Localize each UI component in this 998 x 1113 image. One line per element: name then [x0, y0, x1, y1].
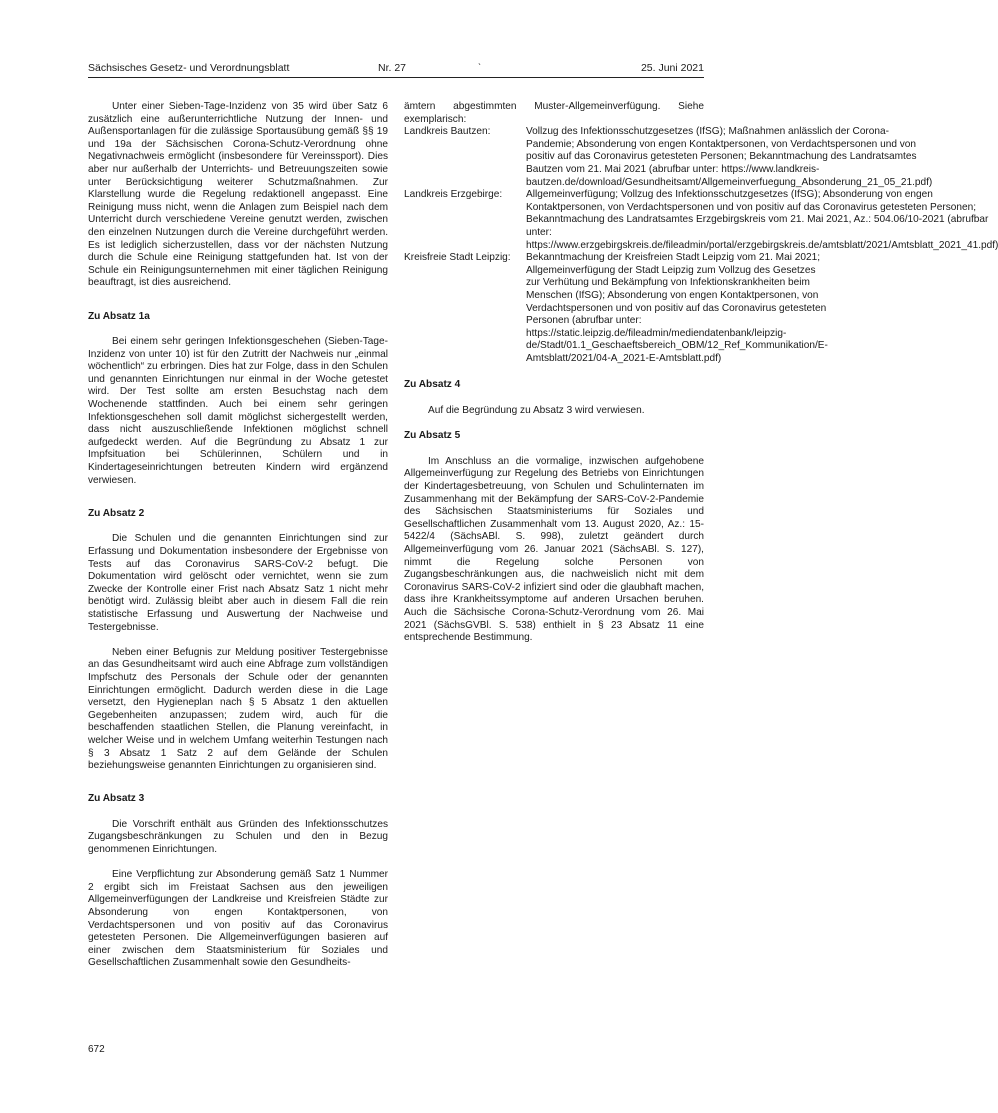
- header-mark: ˴: [478, 58, 481, 68]
- paragraph: Unter einer Sieben-Tage-Inzidenz von 35 wird über Satz 6 zusätzlich eine außerunterrichtliche Nutzung der Innen- und Außensportanlagen für die zulässige Sportausübung gemäß §§ 19 und 19a der Sächsischen Corona-Schutz-Verordnung ohne Negativnachweis ermöglicht (insbesondere für Vereinssport). Dies aber nur außerhalb der Unterrichts- und Betreuungszeiten sowie unter Berücksichtigung weiterer Schutzmaßnahmen. Zur Klarstellung wurde die Regelung redaktionell angepasst. Eine Reinigung muss nicht, wenn die Anlagen zum Beispiel nach dem Unterricht durch verschiedene Vereine genutzt werden, zwischen den einzelnen Nutzungen durch die Vereine durchgeführt werden. Es ist lediglich sicherzustellen, dass vor der nächsten Nutzung durch die Schule eine Reinigung stattgefunden hat. Ist von der Schule ein Reinigungsunternehmen mit einer täglichen Reinigung beauftragt, ist dies ausreichend.: [88, 101, 388, 289]
- list-item: [404, 189, 998, 252]
- paragraph: Auf die Begründung zu Absatz 3 wird verwiesen.: [428, 405, 645, 417]
- publication-title: Sächsisches Gesetz- und Verordnungsblatt: [88, 62, 290, 74]
- header-rule: [88, 77, 704, 78]
- section-heading-4: Zu Absatz 4: [404, 379, 461, 391]
- publication-date: 25. Juni 2021: [640, 62, 704, 74]
- entry-value: Vollzug des Infektionsschutzgesetzes (IfSG); Maßnahmen anlässlich der Corona-Pandemie; Absonderung von engen Kontaktpersonen, von Verdachtspersonen und von positiv auf das Coronavirus getesteten Personen; Bekanntmachung des Landratsamtes Bautzen vom 21. Mai 2021 (abrufbar unter: https://www.landkreis-bautzen.de/download/Gesundheitsamt/Allgemeinverfuegung_Absonderung_21_05_21.pdf): [526, 126, 933, 188]
- section-heading-3: Zu Absatz 3: [88, 793, 145, 805]
- list-item: [404, 126, 933, 189]
- paragraph: Im Anschluss an die vormalige, inzwischen aufgehobene Allgemeinverfügung zur Regelung des Betriebs von Einrichtungen der Kindertagesbetreuung, von Schulen und Schulinternaten im Zusammenhang mit der Bekämpfung der SARS-CoV-2-Pandemie des Sächsischen Staatsministeriums für Soziales und Gesellschaftlichen Zusammenhalt vom 13. August 2020, Az.: 15-5422/4 (SächsABl. S. 998), zuletzt geändert durch Allgemeinverfügung vom 26. Januar 2021 (SächsABl. S. 127), nimmt die Regelung solche Personen von Zugangsbeschränkungen aus, die nachweislich nicht mit dem Coronavirus SARS-CoV-2 infiziert sind oder die glaubhaft machen, dass ihre Krankheitssymptome auf anderen Ursachen beruhen. Auch die Sächsische Corona-Schutz-Verordnung vom 26. Mai 2021 (SächsGVBl. S. 538) enthielt in § 23 Absatz 11 eine entsprechende Bestimmung.: [404, 455, 704, 644]
- paragraph: Eine Verpflichtung zur Absonderung gemäß Satz 1 Nummer 2 ergibt sich im Freistaat Sachsen aus den jeweiligen Allgemeinverfügungen der Landkreise und Kreisfreien Städte zur Absonderung von engen Kontaktpersonen, von Verdachtspersonen und von positiv auf das Coronavirus getesteten Personen. Die Allgemeinverfügungen basieren auf einer zwischen dem Staatsministerium für Soziales und Gesellschaftlichen Zusammenhalt sowie den Gesundheits-: [88, 869, 388, 969]
- entry-value: Allgemeinverfügung; Vollzug des Infektionsschutzgesetzes (IfSG); Absonderung von engen Kontaktpersonen, von Verdachtspersonen und von positiv auf das Coronavirus getesteten Personen; Bekanntmachung des Landratsamtes Erzgebirgskreis vom 21. Mai 2021, Az.: 504.06/10-2021 (abrufbar unter: https://www.erzgebirgskreis.de/fileadmin/portal/erzgebirgskreis.de/amtsblatt/2021/Amtsblatt_2021_41.pdf): [526, 189, 998, 251]
- right-column: [404, 101, 998, 657]
- paragraph: Neben einer Befugnis zur Meldung positiver Testergebnisse an das Gesundheitsamt wird auch eine Abfrage zum vollständigen Impfschutz des Personals der Schule oder der genannten Einrichtungen ermöglicht. Dadurch werden diese in die Lage versetzt, den Hygieneplan nach § 5 Absatz 1 den aktuellen Gegebenheiten anzupassen; zudem wird, auch für die beschaffenden staatlichen Stellen, die Planung vereinfacht, in welcher Weise und in welchem Umfang weiterhin Testungen nach § 3 Absatz 1 Satz 2 auf dem Gelände der Schulen beziehungsweise genannten Einrichtungen zu organisieren sind.: [88, 646, 388, 772]
- paragraph: Die Vorschrift enthält aus Gründen des Infektionsschutzes Zugangsbeschränkungen zu Schulen und den in Bezug genommenen Einrichtungen.: [88, 818, 388, 856]
- paragraph: Bei einem sehr geringen Infektionsgeschehen (Sieben-Tage-Inzidenz von unter 10) ist für den Zutritt der Nachweis nur „einmal wöchentlich“ zu erbringen. Dies hat zur Folge, dass in den Schulen und genannten Einrichtungen nur einmal in der Woche getestet wird. Der Test sollte am ersten Besuchstag nach dem Wochenende stattfinden. Auch bei einem sehr geringen Infektionsgeschehen soll damit möglichst sichergestellt werden, dass nicht auszuschließende Infektionen möglichst schnell aufgedeckt werden. Auf die Begründung zu Absatz 1 zur Impfsituation bei Schülerinnen, Schülern und in Kindertageseinrichtungen betreuten Kindern wird ergänzend verwiesen.: [88, 336, 388, 486]
- left-column: [88, 101, 388, 983]
- paragraph: Die Schulen und die genannten Einrichtungen sind zur Erfassung und Dokumentation insbesondere der Ergebnisse von Tests auf das Coronavirus SARS-CoV-2 befugt. Die Dokumentation wird gelöscht oder vernichtet, wenn sie zum Zwecke der Kontrolle einer Frist nach Absatz Satz 1 nicht mehr benötigt wird. Zulässig bleibt aber auch in diesem Fall die rein statistische Erfassung und Auswertung der Nachweise und Testergebnisse.: [88, 533, 388, 633]
- page-number: 672: [88, 1044, 105, 1055]
- entry-key: Landkreis Erzgebirge:: [404, 189, 503, 201]
- issue-number: Nr. 27: [378, 62, 407, 74]
- section-heading-5: Zu Absatz 5: [404, 430, 461, 442]
- entry-key: Landkreis Bautzen:: [404, 126, 491, 138]
- section-heading-1a: Zu Absatz 1a: [88, 310, 150, 322]
- entry-key: Kreisfreie Stadt Leipzig:: [404, 252, 511, 264]
- page-header: [88, 60, 704, 78]
- entry-value: Bekanntmachung der Kreisfreien Stadt Leipzig vom 21. Mai 2021; Allgemeinverfügung der Stadt Leipzig zum Vollzug des Gesetzes zur Verhütung und Bekämpfung von Infektionskrankheiten beim Menschen (IfSG); Absonderung von engen Kontaktpersonen, von Verdachtspersonen und von positiv auf das Coronavirus getesteten Personen (abrufbar unter: https://static.leipzig.de/fileadmin/mediendatenbank/leipzig-de/Stadt/01.1_Geschaeftsbereich_OBM/12_Ref_Kommunikation/E-Amtsblatt/2021/04-A_2021-E-Amtsblatt.pdf): [526, 252, 828, 364]
- section-heading-2: Zu Absatz 2: [88, 507, 145, 519]
- list-item: [404, 252, 828, 365]
- paragraph-continuation: ämtern abgestimmten Muster-Allgemeinverfügung. Siehe exemplarisch:: [404, 101, 704, 125]
